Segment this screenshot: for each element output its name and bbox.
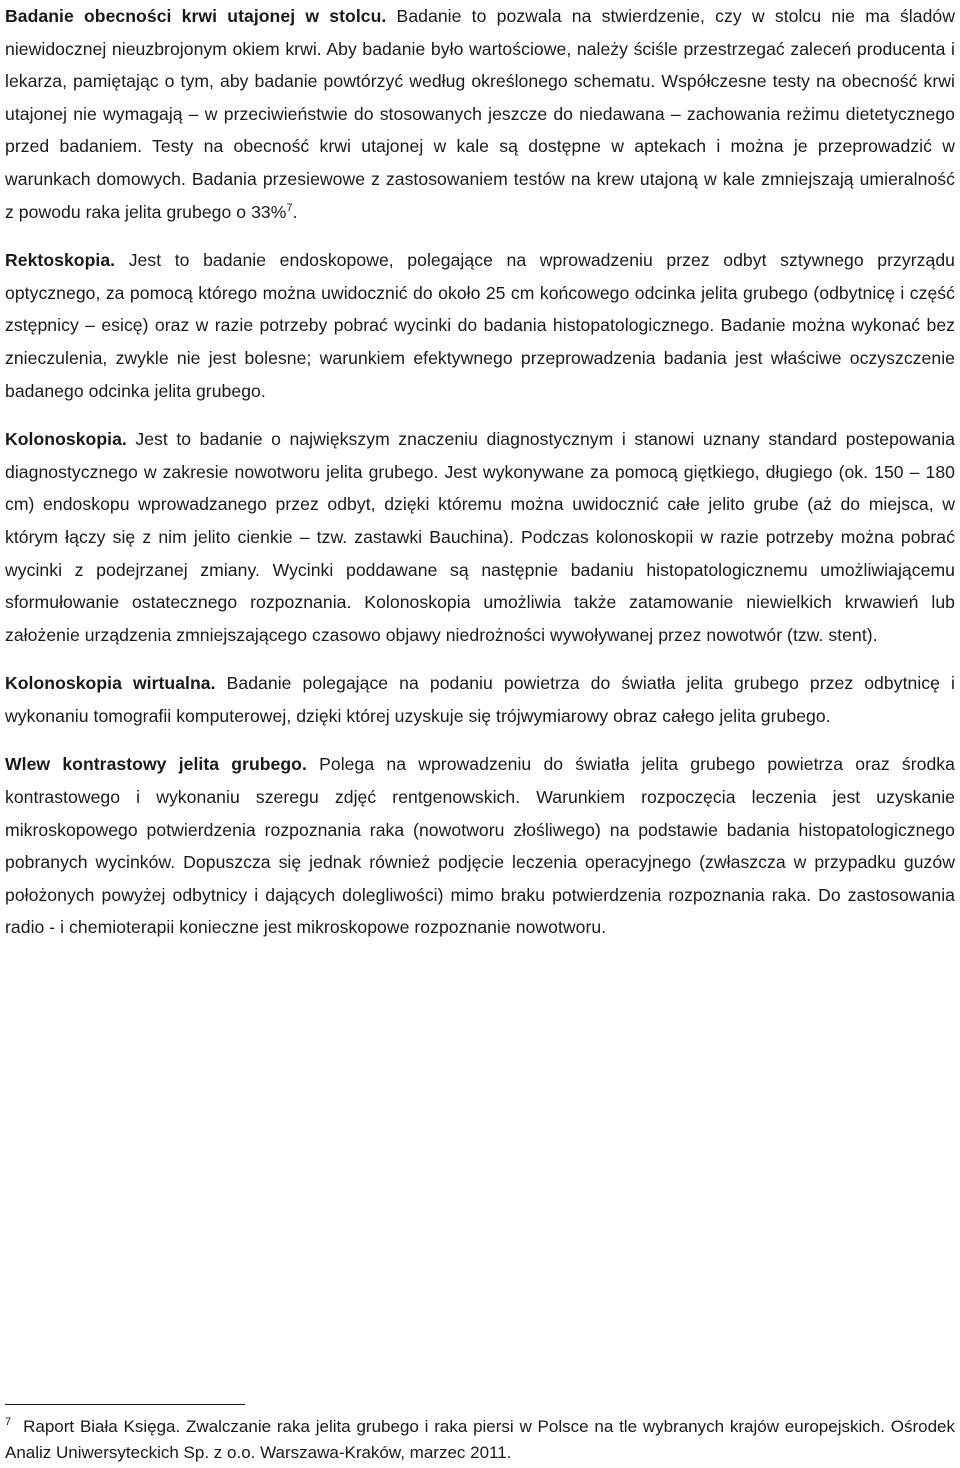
footnote-reference[interactable]: 7 (286, 201, 293, 214)
paragraph-kolonoskopia-wirtualna (5, 667, 955, 732)
paragraph-text: Jest to badanie endoskopowe, polegające na wprowadzeniu przez odbyt sztywnego przyrządu optycznego, za pomocą którego można uwidocznić do około 25 cm końcowego odcinka jelita grubego (odbytnicę i część zstępnicy – esicę) oraz w razie potrzeby pobrać wycinki do badania histopatologicznego. Badanie można wykonać bez znieczulenia, zwykle nie jest bolesne; warunkiem efektywnego przeprowadzenia badania jest właściwe oczyszczenie badanego odcinka jelita grubego. (5, 250, 955, 401)
footnote-number: 7 (5, 1416, 12, 1429)
footnote (5, 1414, 955, 1466)
paragraph-text: Polega na wprowadzeniu do światła jelita grubego powietrza oraz środka kontrastowego i wykonaniu szeregu zdjęć rentgenowskich. Warunkiem rozpoczęcia leczenia jest uzyskanie mikroskopowego potwierdzenia rozpoznania raka (nowotworu złośliwego) na podstawie badania histopatologicznego pobranych wycinków. Dopuszcza się jednak również podjęcie leczenia operacyjnego (zwłaszcza w przypadku guzów położonych powyżej odbytnicy i dających dolegliwości) mimo braku potwierdzenia rozpoznania raka. Do zastosowania radio - i chemioterapii konieczne jest mikroskopowe rozpoznanie nowotworu. (5, 754, 955, 938)
document-body (5, 0, 955, 960)
term-heading: Wlew kontrastowy jelita grubego. (5, 754, 307, 775)
paragraph-fobt (5, 0, 955, 228)
term-heading: Kolonoskopia. (5, 429, 127, 450)
paragraph-text: Jest to badanie o największym znaczeniu diagnostycznym i stanowi uznany standard postepowania diagnostycznego w zakresie nowotworu jelita grubego. Jest wykonywane za pomocą giętkiego, długiego (ok. 150 – 180 cm) endoskopu wprowadzanego przez odbyt, dzięki któremu można uwidocznić całe jelito grube (aż do miejsca, w którym łączy się z nim jelito cienkie – tzw. zastawki Bauchina). Podczas kolonoskopii w razie potrzeby można pobrać wycinki z podejrzanej zmiany. Wycinki poddawane są następnie badaniu histopatologicznemu umożliwiającemu sformułowanie ostatecznego rozpoznania. Kolonoskopia umożliwia także zatamowanie niewielkich krwawień lub założenie urządzenia zmniejszającego czasowo objawy niedrożności wywoływanej przez nowotwór (tzw. stent). (5, 429, 955, 645)
footnote-separator (5, 1404, 245, 1405)
paragraph-kolonoskopia (5, 423, 955, 651)
paragraph-text-end: . (292, 201, 298, 222)
paragraph-text: Badanie polegające na podaniu powietrza do światła jelita grubego przez odbytnicę i wykonaniu tomografii komputerowej, dzięki której uzyskuje się trójwymiarowy obraz całego jelita grubego. (5, 673, 955, 726)
term-heading: Badanie obecności krwi utajonej w stolcu. (5, 6, 387, 26)
paragraph-text: Badanie to pozwala na stwierdzenie, czy w stolcu nie ma śladów niewidocznej nieuzbrojonym okiem krwi. Aby badanie było wartościowe, należy ściśle przestrzegać zaleceń producenta i lekarza, pamiętając o tym, aby badanie powtórzyć według określonego schematu. Współczesne testy na obecność krwi utajonej nie wymagają – w przeciwieństwie do stosowanych jeszcze do niedawana – zachowania reżimu dietetycznego przed badaniem. Testy na obecność krwi utajonej w kale są dostępne w aptekach i można je przeprowadzić w warunkach domowych. Badania przesiewowe z zastosowaniem testów na krew utajoną w kale zmniejszają umieralność z powodu raka jelita grubego o 33% (5, 6, 956, 222)
paragraph-wlew-kontrastowy (5, 748, 955, 944)
footnote-text: Raport Biała Księga. Zwalczanie raka jelita grubego i raka piersi w Polsce na tle wybranych krajów europejskich. Ośrodek Analiz Uniwersyteckich Sp. z o.o. Warszawa-Kraków, marzec 2011. (5, 1417, 955, 1462)
term-heading: Kolonoskopia wirtualna. (5, 673, 216, 694)
paragraph-rektoskopia (5, 244, 955, 407)
term-heading: Rektoskopia. (5, 250, 116, 271)
